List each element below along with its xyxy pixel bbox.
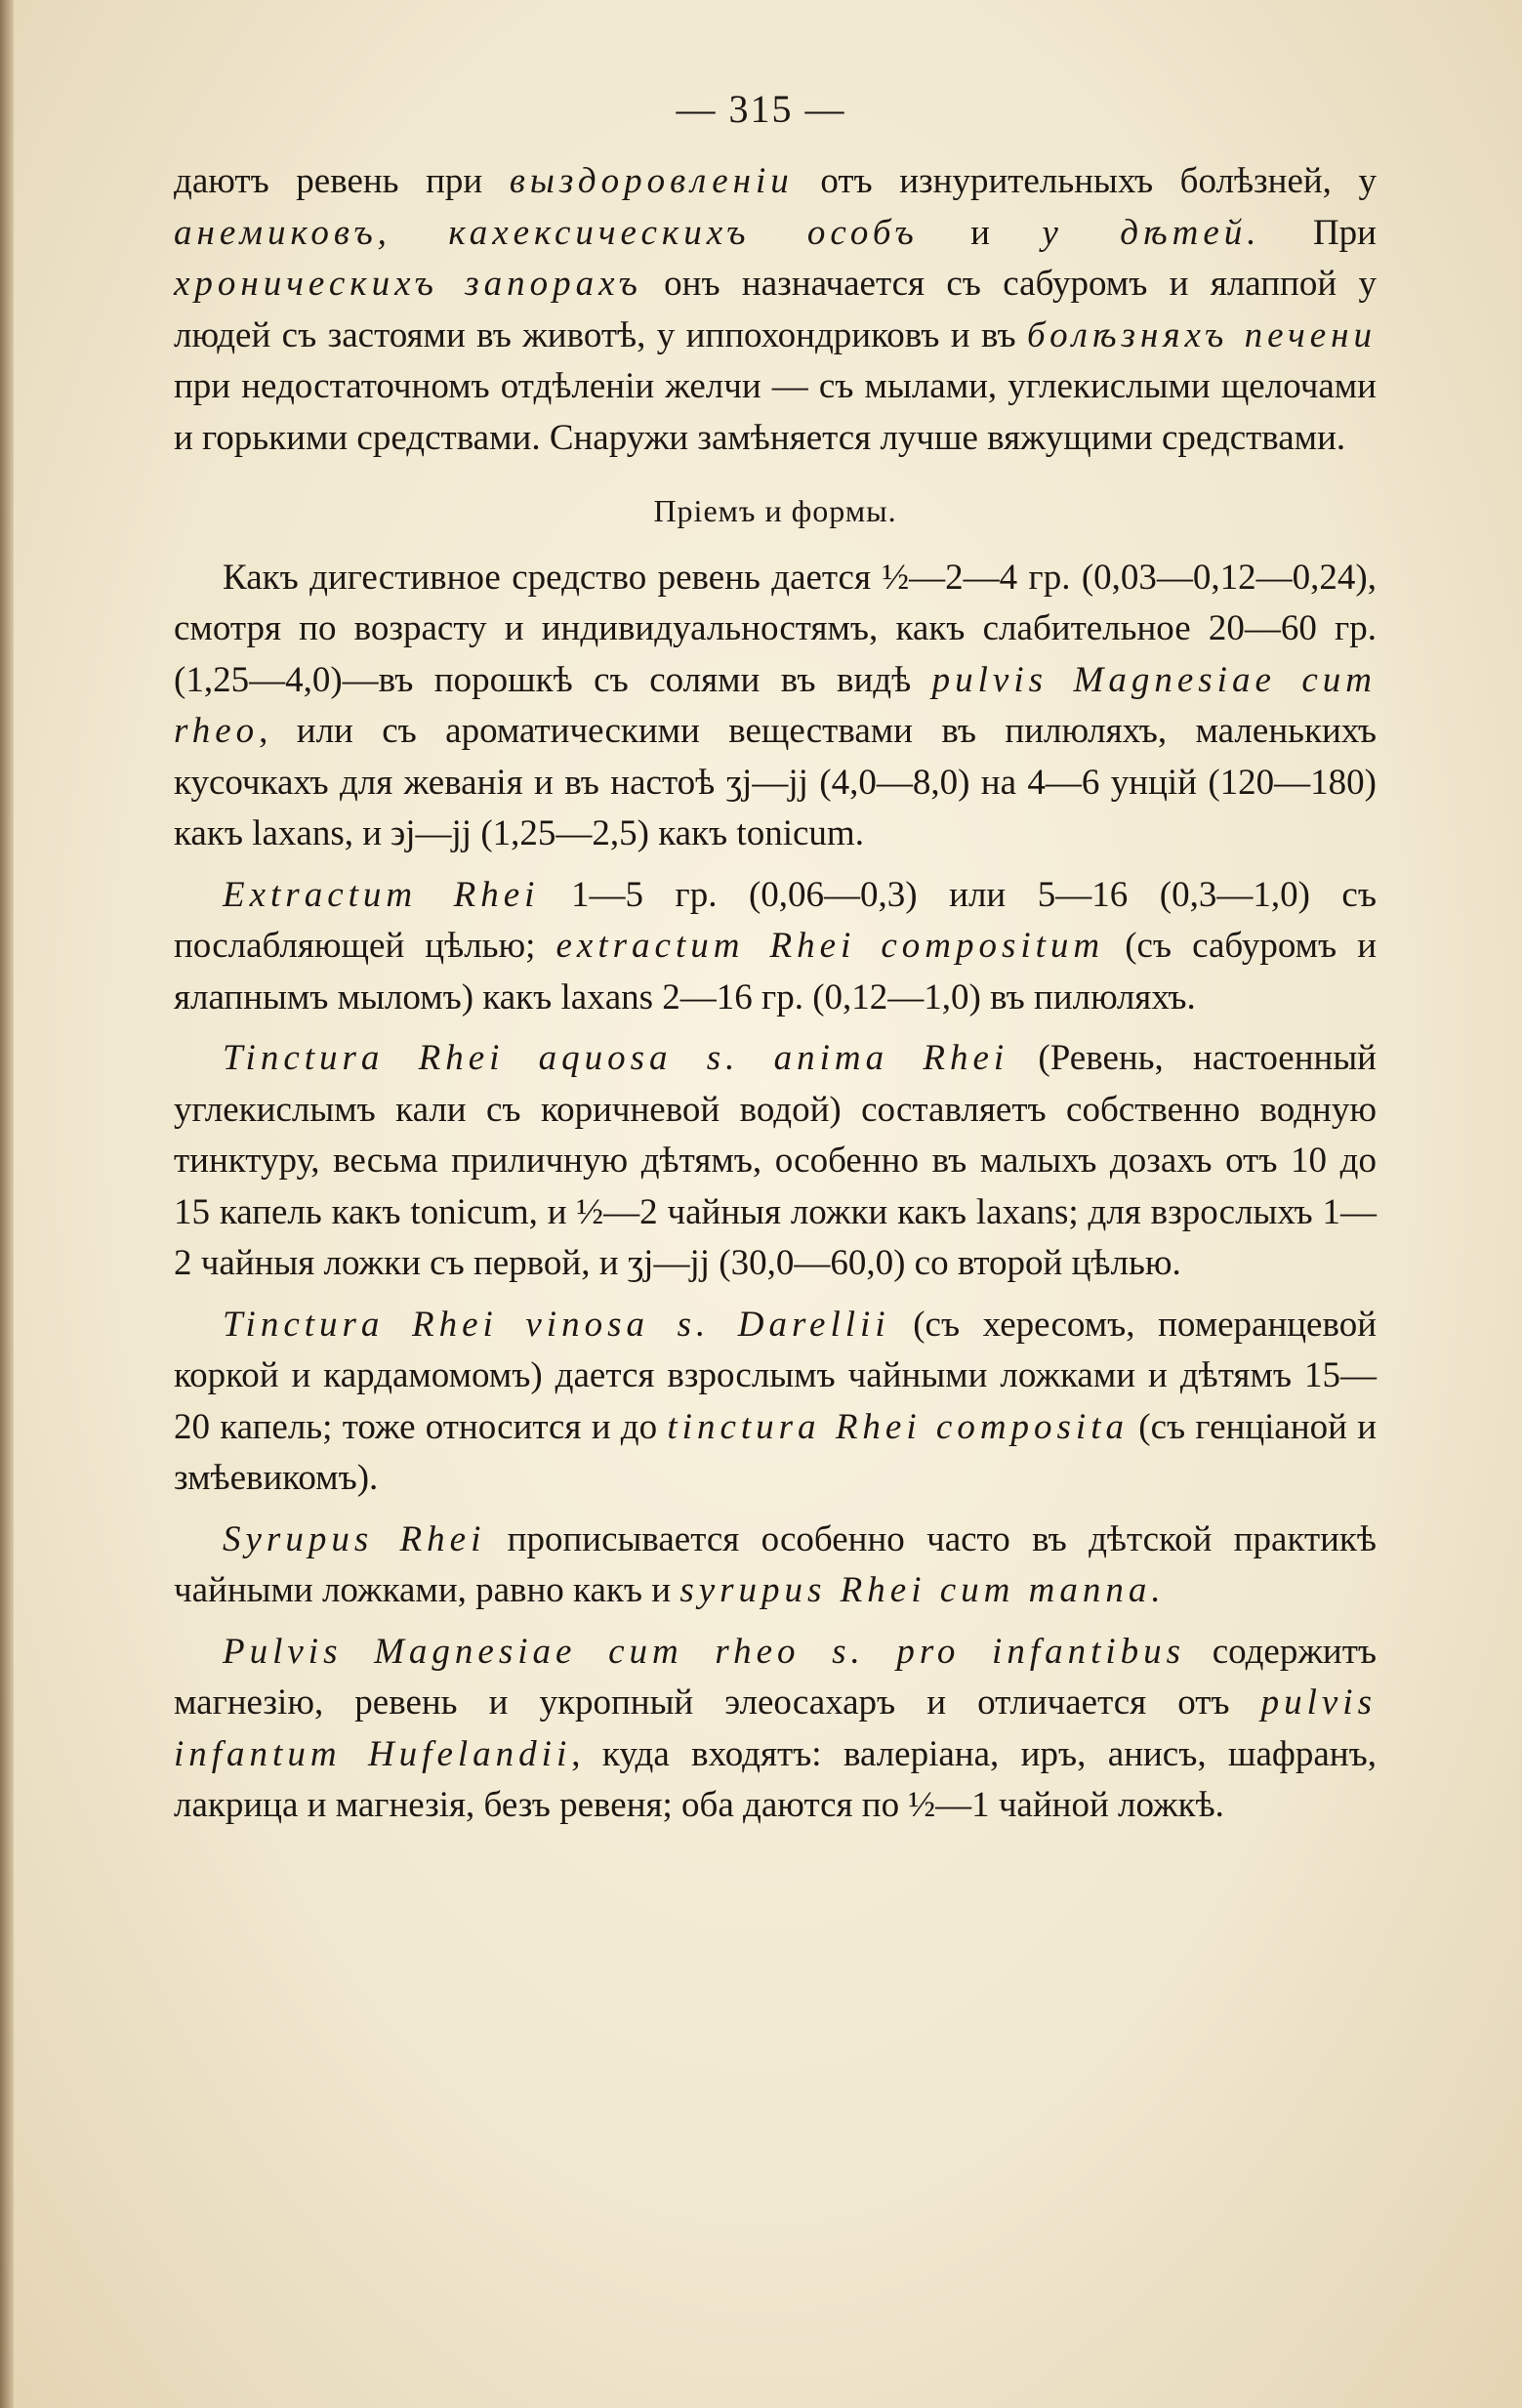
text-run: , или съ ароматическими веществами въ пилюляхъ, маленькихъ кусочкахъ для жеванія и въ настоѣ ʒj—jj (4,0—8,0) на 4—6 унцій (120—180) какъ laxans, и ϶j—jj (1,25—2,5) какъ tonicum. — [174, 711, 1377, 853]
text-run: отъ изнурительныхъ болѣзней, у — [793, 161, 1378, 201]
italic-term: pulvis Magnesiae cum rheo — [174, 659, 1377, 751]
text-run: даютъ ревень при — [174, 161, 510, 201]
page-text — [174, 156, 1377, 1832]
italic-term: болѣзняхъ печени — [1027, 314, 1378, 355]
section-heading: Пріемъ и формы. — [653, 493, 897, 528]
italic-term: Tinctura Rhei aquosa s. anima Rhei — [223, 1038, 1009, 1078]
text-run: При — [1260, 212, 1377, 253]
text-run: (съ генціаной и змѣевикомъ). — [174, 1406, 1377, 1498]
text-run: содержитъ магнезію, ревень и укропный элеосахаръ и отличается отъ — [174, 1631, 1377, 1723]
italic-term: Tinctura Rhei vinosa s. Darellii — [223, 1304, 890, 1345]
text-run: прописывается особенно часто въ дѣтской практикѣ чайными ложками, равно какъ и — [174, 1518, 1377, 1610]
italic-term: tinctura Rhei composita — [667, 1406, 1129, 1447]
italic-term: pulvis infantum Hufelandii — [174, 1682, 1377, 1774]
italic-term: у дѣтей. — [1042, 212, 1261, 253]
paragraph-7 — [174, 1627, 1377, 1832]
text-run: и — [918, 212, 1043, 253]
italic-term: Extractum Rhei — [223, 874, 540, 915]
text-run: , куда входятъ: валеріана, иръ, анисъ, шафранъ, лакрица и магнезія, безъ ревеня; оба даются по ½—1 чайной ложкѣ. — [174, 1733, 1377, 1825]
text-run: онъ назначается съ сабуромъ и ялаппой у людей съ застоями въ животѣ, у иппохондриковъ и въ — [174, 264, 1377, 355]
text-run: при недостаточномъ отдѣленіи желчи — съ мылами, углекислыми щелочами и горькими средствами. Снаружи замѣняется лучше вяжущими средствами. — [174, 366, 1377, 458]
page-edge-shadow — [0, 0, 14, 2408]
text-run: (Ревень, настоенный углекислымъ кали съ коричневой водой) составляетъ собственно водную тинктуру, весьма приличную дѣтямъ, особенно въ малыхъ дозахъ отъ 10 до 15 капель какъ tonicum, и ½—2 чайныя ложки какъ laxans; для взрослыхъ 1—2 чайныя ложки съ первой, и ʒj—jj (30,0—60,0) со второй цѣлью. — [174, 1038, 1377, 1283]
text-run: (съ хересомъ, померанцевой коркой и кардамомомъ) дается взрослымъ чайными ложками и дѣтямъ 15—20 капель; тоже относится и до — [174, 1304, 1377, 1447]
paragraph-5 — [174, 1300, 1377, 1505]
italic-term: анемиковъ, кахексическихъ особъ — [174, 212, 919, 253]
text-run: 1—5 гр. (0,06—0,3) или 5—16 (0,3—1,0) съ послабляющей цѣлью; — [174, 874, 1377, 966]
italic-term: хроническихъ запорахъ — [174, 264, 642, 304]
text-run: Какъ дигестивное средство ревень дается ½—2—4 гр. (0,03—0,12—0,24), смотря по возрасту и индивидуальностямъ, какъ слабительное 20—60 гр. (1,25—4,0)—въ порошкѣ съ солями въ видѣ — [174, 557, 1377, 700]
paragraph-3 — [174, 870, 1377, 1024]
paragraph-1 — [174, 156, 1377, 464]
page-number: — 315 — — [676, 87, 846, 131]
paragraph-6 — [174, 1515, 1377, 1617]
paragraph-4 — [174, 1033, 1377, 1290]
italic-term: Syrupus Rhei — [223, 1518, 486, 1559]
italic-term: syrupus Rhei cum manna. — [679, 1570, 1166, 1610]
italic-term: extractum Rhei compositum — [555, 926, 1105, 966]
text-run: (съ сабуромъ и ялапнымъ мыломъ) какъ laxans 2—16 гр. (0,12—1,0) въ пилюляхъ. — [174, 926, 1377, 1017]
italic-term: выздоровленіи — [509, 161, 794, 201]
paragraph-2 — [174, 553, 1377, 860]
italic-term: Pulvis Magnesiae cum rheo s. pro infantibus — [223, 1631, 1186, 1672]
